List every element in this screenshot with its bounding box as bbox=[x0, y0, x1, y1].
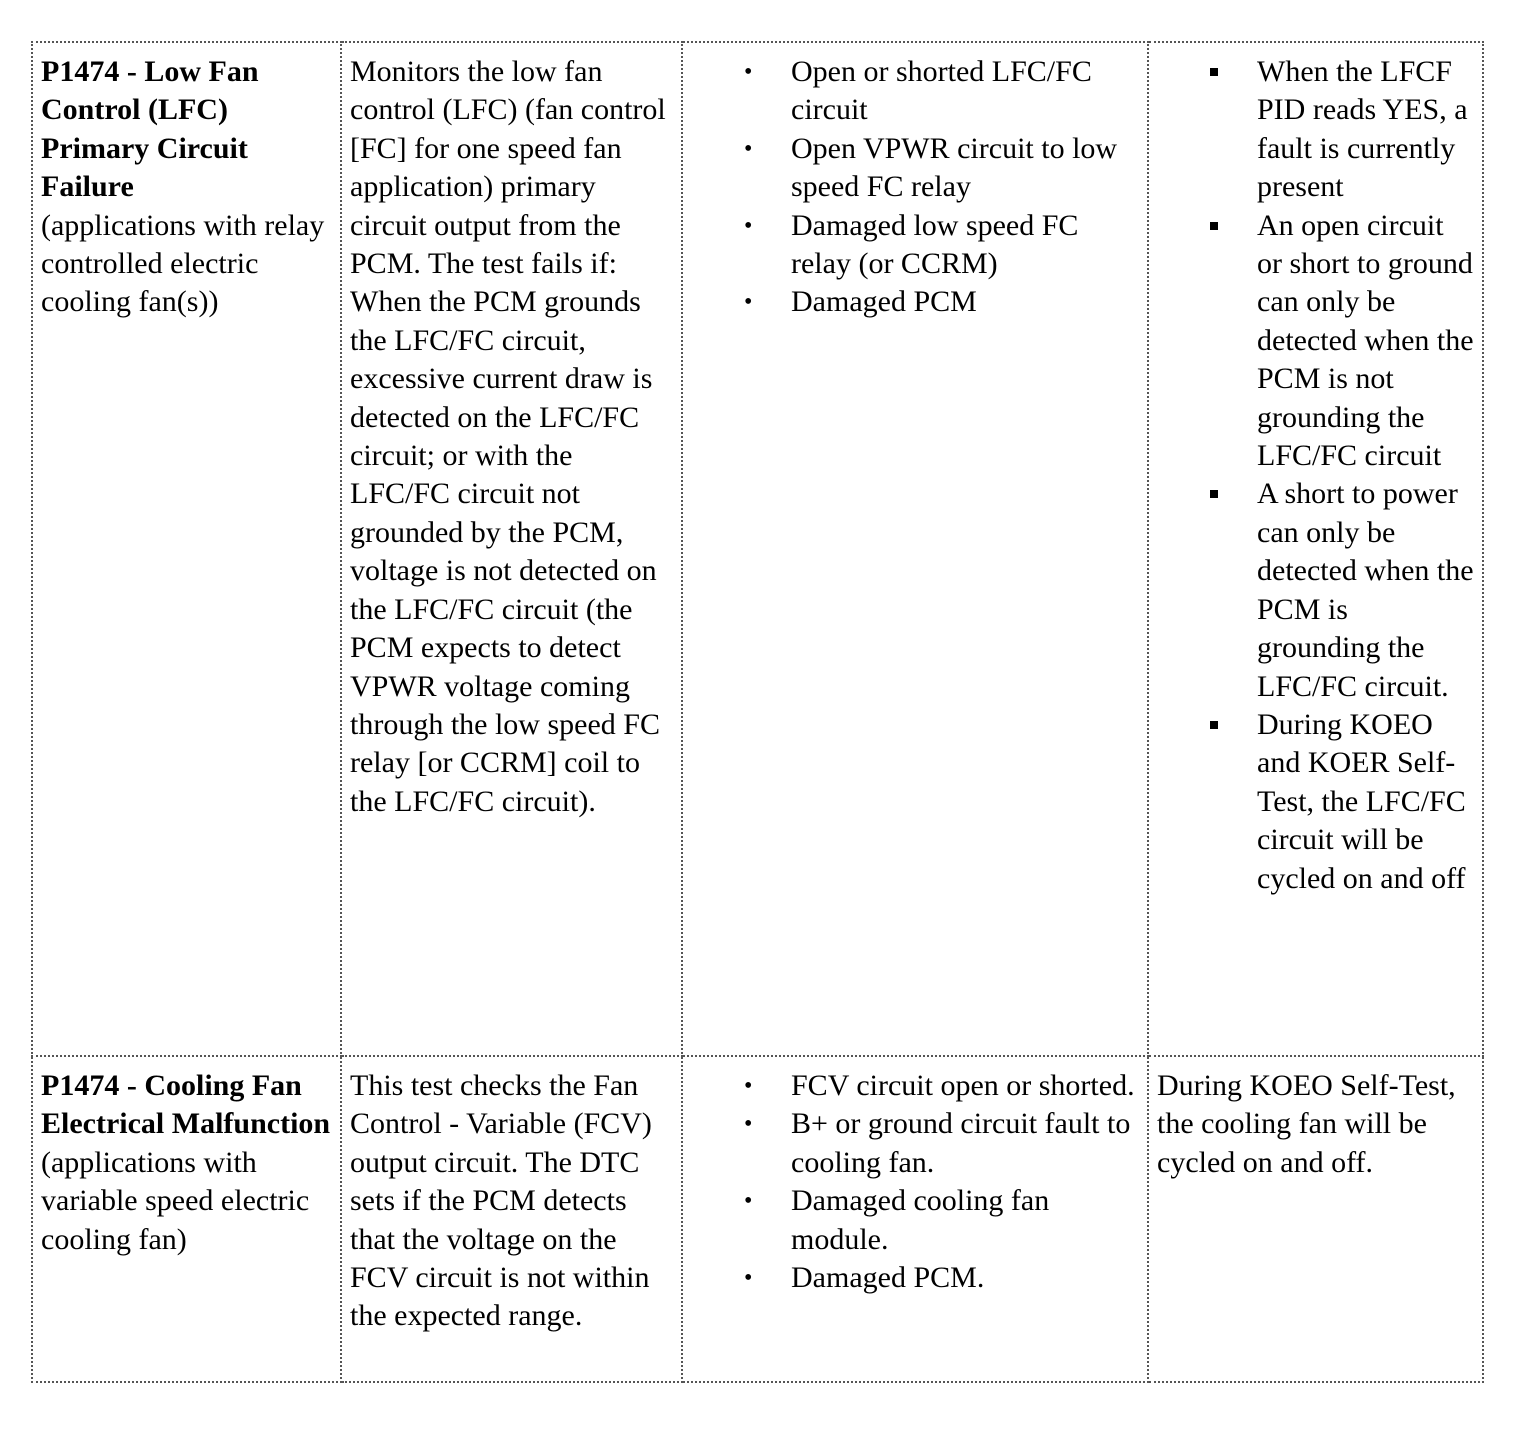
list-item: During KOEO and KOER Self-Test, the LFC/FC circuit will be cycled on and off bbox=[1257, 706, 1474, 898]
list-item: • Damaged low speed FC relay (or CCRM) bbox=[791, 207, 1139, 284]
list-item: • Damaged cooling fan module. bbox=[791, 1182, 1139, 1259]
dtc-code-cell bbox=[32, 42, 341, 1056]
dtc-code-cell bbox=[32, 1056, 341, 1382]
cause-list bbox=[691, 53, 1139, 322]
cause-list bbox=[691, 1067, 1139, 1297]
dtc-description: Monitors the low fan control (LFC) (fan control [FC] for one speed fan application) primary circuit output from the PCM. The test fails if: When the PCM grounds the LFC/FC circuit, excessive current draw is detected on the LFC/FC circuit; or with the LFC/FC circuit not grounded by the PCM, voltage is not detected on the LFC/FC circuit (the PCM expects to detect VPWR voltage coming through the low speed FC relay [or CCRM] coil to the LFC/FC circuit). bbox=[350, 55, 666, 818]
dtc-description: This test checks the Fan Control - Variable (FCV) output circuit. The DTC sets if the PCM detects that the voltage on the FCV circuit is not within the expected range. bbox=[350, 1069, 652, 1333]
dtc-application-note: (applications with variable speed electric cooling fan) bbox=[41, 1145, 310, 1256]
dtc-comments-cell bbox=[1148, 42, 1483, 1056]
dtc-comment-text: During KOEO Self-Test, the cooling fan will be cycled on and off. bbox=[1157, 1069, 1456, 1179]
dtc-code-title: P1474 - Low Fan Control (LFC) Primary Circuit Failure bbox=[41, 55, 259, 204]
list-item: • Open VPWR circuit to low speed FC relay bbox=[791, 130, 1139, 207]
dtc-code-title: P1474 - Cooling Fan Electrical Malfunction bbox=[41, 1069, 331, 1141]
list-item: When the LFCF PID reads YES, a fault is currently present bbox=[1257, 53, 1474, 207]
list-item: • Open or shorted LFC/FC circuit bbox=[791, 53, 1139, 130]
list-item: An open circuit or short to ground can only be detected when the PCM is not grounding the LFC/FC circuit bbox=[1257, 207, 1474, 476]
dtc-comments-cell bbox=[1148, 1056, 1483, 1382]
dtc-description-cell bbox=[341, 42, 682, 1056]
dtc-causes-cell bbox=[682, 1056, 1148, 1382]
dtc-causes-cell bbox=[682, 42, 1148, 1056]
list-item: A short to power can only be detected when the PCM is grounding the LFC/FC circuit. bbox=[1257, 475, 1474, 705]
list-item: • FCV circuit open or shorted. bbox=[791, 1067, 1139, 1105]
table-row bbox=[32, 1056, 1483, 1382]
list-item: • B+ or ground circuit fault to cooling fan. bbox=[791, 1105, 1139, 1182]
dtc-table bbox=[31, 41, 1484, 1383]
dtc-application-note: (applications with relay controlled electric cooling fan(s)) bbox=[41, 208, 325, 319]
list-item: • Damaged PCM bbox=[791, 283, 1139, 321]
list-item: • Damaged PCM. bbox=[791, 1259, 1139, 1297]
table-row bbox=[32, 42, 1483, 1056]
comment-list bbox=[1157, 53, 1474, 898]
dtc-description-cell bbox=[341, 1056, 682, 1382]
